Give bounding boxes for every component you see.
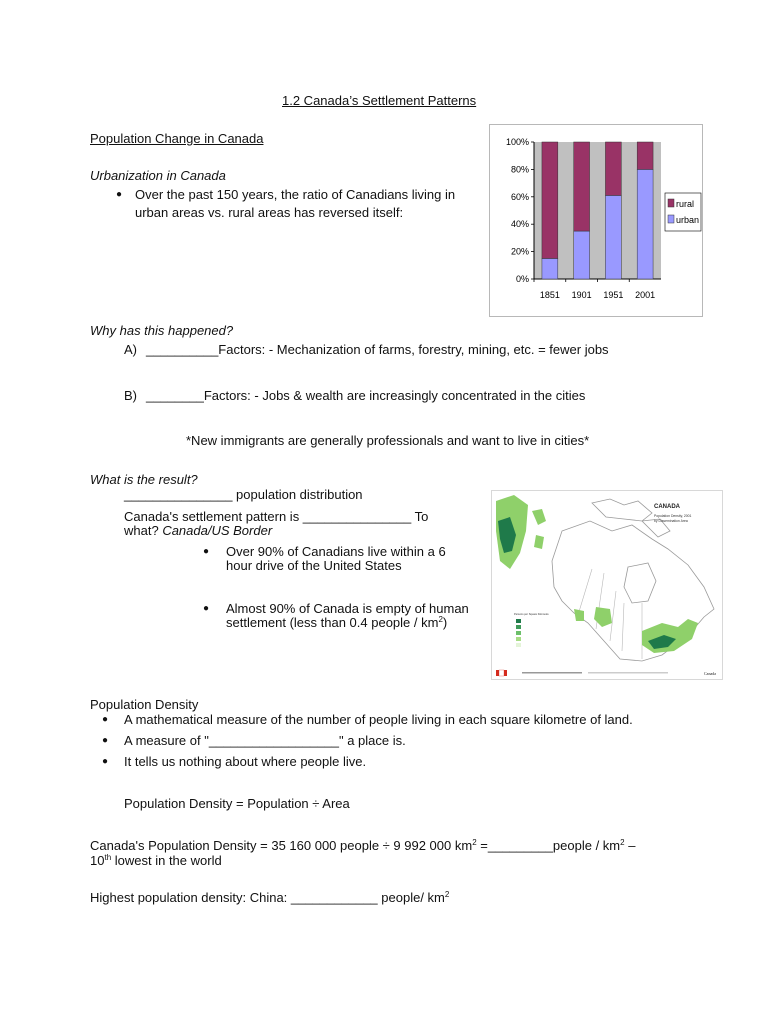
bullet-icon: ● <box>102 735 109 746</box>
why-b-label: B) <box>124 388 137 403</box>
canada-density-line <box>90 838 635 853</box>
chart-bar-rural <box>637 142 653 169</box>
chart-bar-rural <box>542 142 558 258</box>
map-legend-swatch-2 <box>516 625 521 629</box>
map-title: CANADA <box>654 504 680 510</box>
why-b-text: ________Factors: - Jobs & wealth are increasingly concentrated in the cities <box>146 388 586 403</box>
density-formula: Population Density = Population ÷ Area <box>124 796 350 811</box>
chart-ytick-label: 20% <box>510 246 529 257</box>
why-question: Why has this happened? <box>90 323 234 338</box>
canada-density-post: – <box>624 838 636 853</box>
subheading-urbanization: Urbanization in Canada <box>90 168 226 183</box>
canada-rank-line <box>90 853 222 868</box>
bullet-icon: ● <box>203 603 210 614</box>
density-bullet3: It tells us nothing about where people live. <box>124 754 367 769</box>
chart-canvas <box>490 125 702 316</box>
result-bullet2-post: ) <box>442 615 448 630</box>
chart-bar-rural <box>605 142 621 195</box>
urbanization-bullet-line1: Over the past 150 years, the ratio of Canadians living in <box>135 187 456 202</box>
density-bullet1: A mathematical measure of the number of people living in each square kilometre of land. <box>124 712 633 727</box>
result-line2b-italic: Canada/US Border <box>162 523 273 538</box>
rank-pre: 10 <box>90 853 105 868</box>
map-legend-title: Persons per Square Kilometre <box>514 613 549 616</box>
map-subtitle-line1: Population Density, 2001 <box>654 514 692 518</box>
immigrants-note: *New immigrants are generally professionals and want to live in cities* <box>186 433 590 448</box>
rank-sup: th <box>104 853 112 862</box>
map-legend-swatch-3 <box>516 631 521 635</box>
map-density-west-detail <box>532 509 546 549</box>
result-bullet2-line1: Almost 90% of Canada is empty of human <box>226 601 469 616</box>
chart-legend-swatch-rural <box>668 199 674 207</box>
chart-ytick-label: 0% <box>515 274 529 284</box>
why-a-text: __________Factors: - Mechanization of farms, forestry, mining, etc. = fewer jobs <box>146 342 609 357</box>
density-bullet2: A measure of "__________________" a place is. <box>124 733 406 748</box>
chart-xtick-label: 1901 <box>571 290 592 300</box>
bullet-icon: ● <box>102 714 109 725</box>
chart-legend-swatch-urban <box>668 215 674 223</box>
result-line2b <box>124 523 272 538</box>
bullet-icon: ● <box>116 189 123 200</box>
china-pre: Highest population density: China: ____________ people/ km <box>90 890 445 905</box>
map-flag-left <box>496 670 499 676</box>
map-legend-swatch-4 <box>516 637 521 641</box>
map-footer-line2 <box>588 672 668 674</box>
china-density-line <box>90 890 449 905</box>
canada-density-sup2: 2 <box>620 838 625 847</box>
canada-density-mid: =_________people / km <box>476 838 621 853</box>
map-subtitle-line2: by Dissemination Area <box>654 519 688 523</box>
map-footer-line <box>522 672 582 674</box>
chart-ytick-label: 100% <box>505 137 529 147</box>
result-question: What is the result? <box>90 472 198 487</box>
result-bullet2-pre: settlement (less than 0.4 people / km <box>226 615 439 630</box>
rank-post: lowest in the world <box>111 853 222 868</box>
chart-legend-label-rural: rural <box>676 199 695 209</box>
canada-population-density-map <box>491 490 723 680</box>
chart-bar-urban <box>605 195 621 279</box>
chart-xtick-label: 1951 <box>603 290 624 300</box>
chart-xtick-label: 1851 <box>539 290 560 300</box>
section-heading-population-change: Population Change in Canada <box>90 131 264 146</box>
map-credit: Canada <box>704 671 716 676</box>
density-heading: Population Density <box>90 697 199 712</box>
bullet-icon: ● <box>102 756 109 767</box>
map-canvas <box>492 491 722 679</box>
chart-bar-rural <box>574 142 590 231</box>
result-bullet1-line2: hour drive of the United States <box>226 558 402 573</box>
page-title: 1.2 Canada’s Settlement Patterns <box>282 93 477 108</box>
result-line2b-plain: what? <box>124 523 163 538</box>
chart-xtick-label: 2001 <box>635 290 656 300</box>
canada-density-pre: Canada's Population Density = 35 160 000 people ÷ 9 992 000 km <box>90 838 473 853</box>
map-flag-center <box>499 670 504 676</box>
chart-bar-urban <box>542 258 558 279</box>
chart-ytick-label: 40% <box>510 219 529 230</box>
result-bullet1-line1: Over 90% of Canadians live within a 6 <box>226 544 446 559</box>
result-line2a: Canada's settlement pattern is _______________ To <box>124 509 429 524</box>
canada-density-sup: 2 <box>472 838 477 847</box>
chart-ytick-label: 80% <box>510 164 529 175</box>
map-flag-right <box>504 670 507 676</box>
chart-bar-urban <box>574 231 590 279</box>
result-bullet2-sup: 2 <box>438 615 443 624</box>
urbanization-chart <box>489 124 703 317</box>
result-line1: _______________ population distribution <box>124 487 363 502</box>
urbanization-bullet-line2: urban areas vs. rural areas has reversed itself: <box>135 205 404 220</box>
map-legend-swatch-5 <box>516 643 521 647</box>
why-a-label: A) <box>124 342 137 357</box>
china-sup: 2 <box>444 890 450 899</box>
map-legend-swatch-1 <box>516 619 521 623</box>
chart-legend-label-urban: urban <box>676 215 700 225</box>
chart-ytick-label: 60% <box>510 191 529 202</box>
bullet-icon: ● <box>203 546 210 557</box>
chart-bar-urban <box>637 169 653 279</box>
result-bullet2-line2 <box>226 615 447 630</box>
